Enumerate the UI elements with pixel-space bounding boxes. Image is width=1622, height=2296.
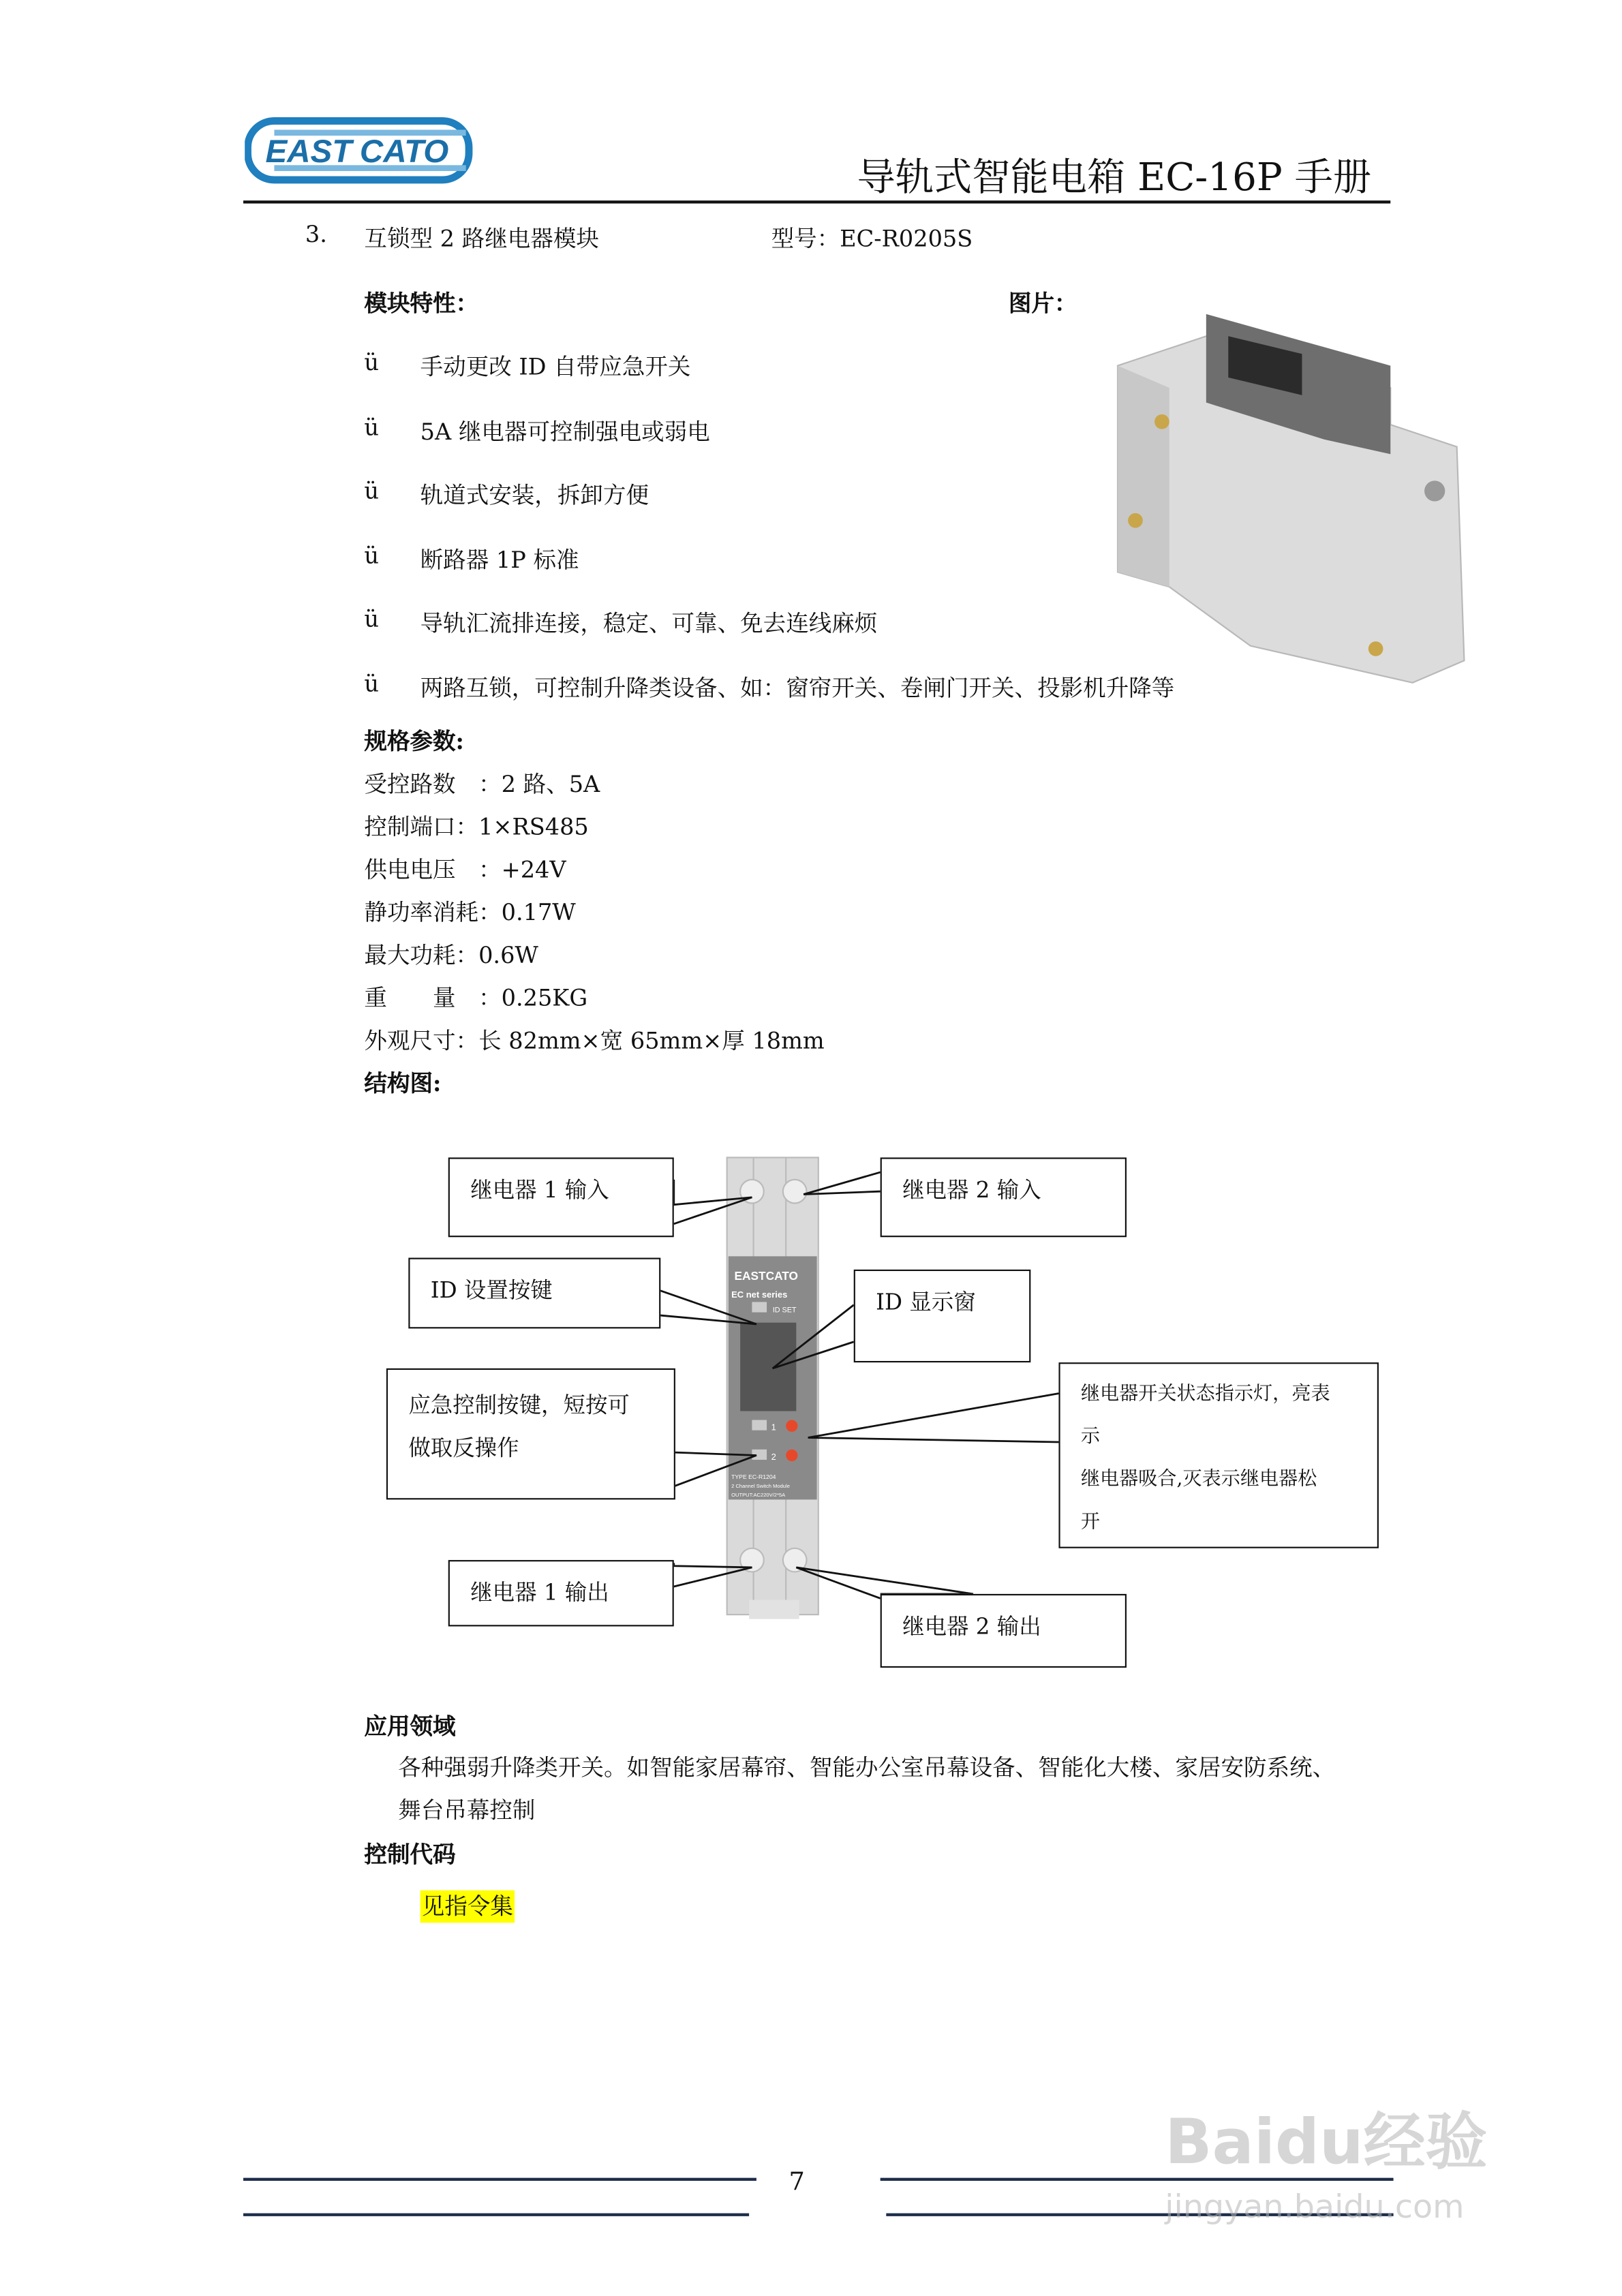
device-desc: 2 Channel Switch Module [731, 1483, 790, 1490]
application-text: 舞台吊幕控制 [398, 1797, 536, 1824]
device-type: TYPE EC-R1204 [731, 1473, 776, 1481]
spec-item: 供电电压 ：+24V [364, 857, 566, 883]
baidu-watermark: Baidu经验 [1165, 2105, 1488, 2178]
bullet-icon: ü [364, 349, 380, 376]
bullet-icon: ü [364, 414, 380, 441]
spec-item: 重 量 ：0.25KG [364, 985, 588, 1012]
features-heading: 模块特性： [364, 289, 479, 318]
callout-text: 继电器 2 输出 [902, 1612, 1041, 1640]
spec-item: 外观尺寸：长 82mm×宽 65mm×厚 18mm [364, 1028, 825, 1054]
callout-text: ID 设置按键 [430, 1276, 553, 1304]
callout-text: 应急控制按键，短按可 [408, 1392, 630, 1419]
callout-text: 继电器吸合,灭表示继电器松 [1080, 1468, 1317, 1491]
callout-id-display [854, 1270, 1031, 1362]
bullet-icon: ü [364, 542, 380, 570]
footer-rule [243, 2178, 756, 2180]
callout-relay2-input [881, 1157, 1127, 1237]
device-series: EC net series [731, 1289, 788, 1300]
callout-text: 继电器 2 输入 [902, 1176, 1041, 1204]
bullet-icon: ü [364, 671, 380, 698]
feature-item: 断路器 1P 标准 [420, 547, 579, 574]
bullet-icon: ü [364, 606, 380, 633]
footer-rule [243, 2214, 749, 2216]
device-brand: EASTCATO [734, 1269, 799, 1283]
spec-item: 最大功耗：0.6W [364, 942, 538, 969]
callout-text: 开 [1080, 1511, 1101, 1534]
picture-label: 图片： [1008, 289, 1077, 318]
page-number: 7 [789, 2167, 805, 2197]
callout-text: 继电器 1 输入 [470, 1176, 609, 1204]
callout-text: 做取反操作 [408, 1435, 519, 1462]
baidu-watermark-url: jingyan.baidu.com [1165, 2189, 1465, 2227]
feature-item: 两路互锁，可控制升降类设备、如：窗帘开关、卷闸门开关、投影机升降等 [420, 675, 1175, 702]
callout-text: 继电器 1 输出 [470, 1579, 609, 1606]
callout-relay2-output [881, 1594, 1127, 1668]
spec-item: 静功率消耗：0.17W [364, 899, 576, 926]
device-ch2: 2 [771, 1451, 776, 1462]
spec-item: 控制端口：1×RS485 [364, 814, 589, 841]
feature-item: 手动更改 ID 自带应急开关 [420, 354, 691, 381]
callout-text: ID 显示窗 [876, 1288, 976, 1315]
control-heading: 控制代码 [364, 1840, 456, 1869]
callout-text: 继电器开关状态指示灯，亮表 [1080, 1383, 1330, 1405]
callout-status-led [1058, 1362, 1379, 1548]
device-output: OUTPUT:AC220V/2*5A [731, 1492, 786, 1499]
command-set-link[interactable] [420, 1889, 515, 1922]
specs-heading: 规格参数: [364, 726, 464, 755]
feature-item: 轨道式安装，拆卸方便 [420, 482, 649, 509]
diagram-heading: 结构图: [364, 1069, 442, 1097]
application-text: 各种强弱升降类开关。如智能家居幕帘、智能办公室吊幕设备、智能化大楼、家居安防系统、 [398, 1754, 1336, 1781]
model-number: 型号：EC-R0205S [771, 226, 973, 252]
command-set-link-text[interactable]: 见指令集 [420, 1891, 515, 1923]
feature-item: 5A 继电器可控制强电或弱电 [420, 418, 710, 446]
callout-text: 示 [1080, 1426, 1101, 1448]
feature-item: 导轨汇流排连接，稳定、可靠、免去连线麻烦 [420, 610, 878, 637]
callout-id-set-button [408, 1258, 660, 1329]
document-title: 导轨式智能电箱 EC-16P 手册 [857, 156, 1372, 201]
spec-item: 受控路数 ：2 路、5A [364, 771, 600, 798]
callout-relay1-input [448, 1157, 674, 1237]
callout-emergency-button [386, 1368, 675, 1500]
bullet-icon: ü [364, 478, 380, 504]
section-number: 3. [305, 221, 327, 248]
section-name: 互锁型 2 路继电器模块 [364, 226, 599, 252]
svg-text:EAST: EAST [265, 133, 352, 170]
svg-text:CATO: CATO [359, 133, 449, 170]
device-ch1: 1 [771, 1422, 776, 1433]
application-heading: 应用领域 [364, 1711, 456, 1741]
callout-relay1-output [448, 1560, 674, 1626]
device-idset: ID SET [772, 1306, 797, 1315]
